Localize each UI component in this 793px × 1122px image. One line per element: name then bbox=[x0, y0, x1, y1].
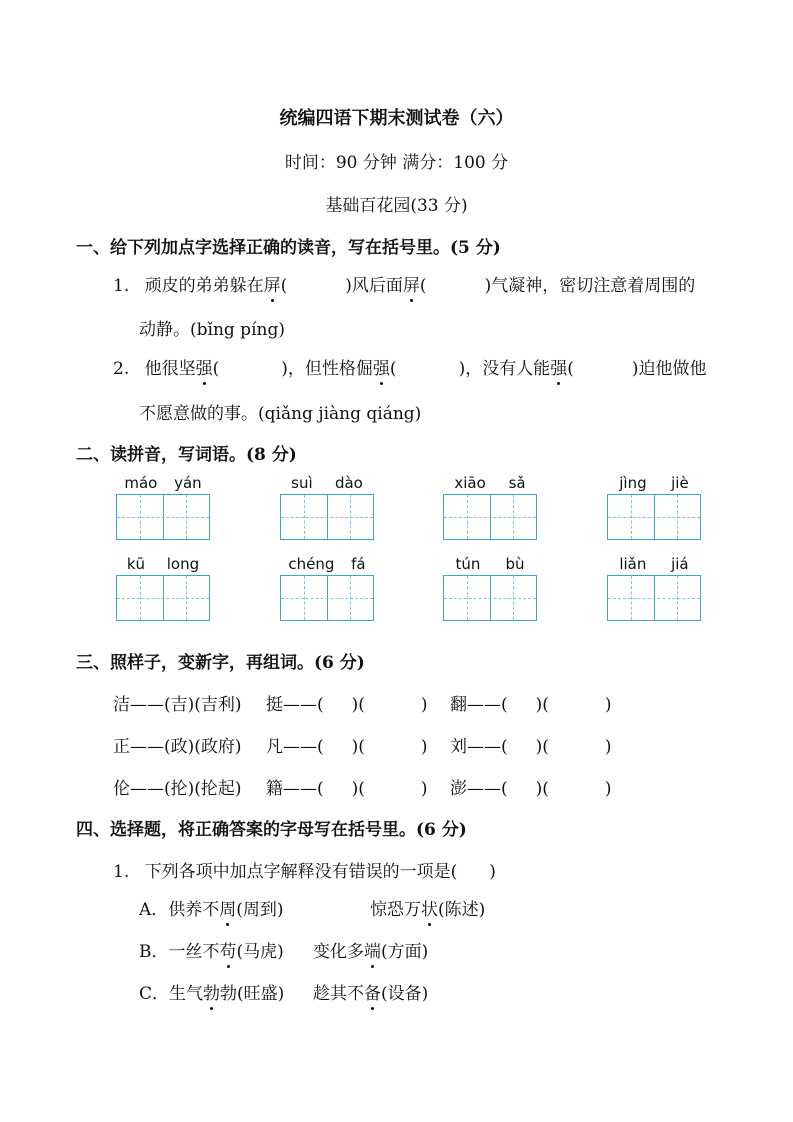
option-c2-text: 趁其不 bbox=[313, 984, 364, 1004]
pinyin-label bbox=[280, 474, 374, 492]
dotted-char: 屏 bbox=[263, 276, 281, 296]
q1-heading: 一、给下列加点字选择正确的读音，写在括号里。(5 分) bbox=[76, 238, 501, 258]
pinyin-label bbox=[116, 474, 210, 492]
dotted-char: 苟 bbox=[219, 942, 237, 962]
q3-row-item bbox=[266, 774, 428, 799]
option-c-second bbox=[313, 979, 428, 1004]
q3-bracket: ) bbox=[604, 695, 612, 715]
writing-grid[interactable] bbox=[443, 575, 537, 621]
dotted-char: 强 bbox=[550, 359, 568, 379]
q3-row bbox=[113, 732, 242, 757]
option-a-second bbox=[370, 895, 485, 920]
q3-example: 伦——(抡)(抡起) bbox=[113, 779, 242, 799]
q3-heading: 三、照样子，变新字，再组词。(6 分) bbox=[76, 653, 365, 673]
q3-char: 凡——( bbox=[266, 737, 324, 757]
q1-item1 bbox=[113, 271, 695, 296]
pinyin-syllable: xiāo bbox=[454, 474, 486, 492]
dotted-char: 屏 bbox=[402, 276, 420, 296]
q3-row-item bbox=[450, 732, 612, 757]
bracket-open: ( bbox=[389, 359, 397, 379]
q4-item1-number: 1. bbox=[113, 862, 130, 882]
pinyin-label bbox=[280, 555, 374, 573]
q1-item1-text-c: )风后面 bbox=[345, 276, 403, 296]
q1-item1-number: 1. bbox=[113, 276, 130, 296]
q3-bracket: ) bbox=[604, 779, 612, 799]
pinyin-syllable: máo bbox=[124, 474, 158, 492]
q3-bracket: )( bbox=[535, 695, 549, 715]
q3-row bbox=[113, 774, 242, 799]
q1-item2-text-g: )迫他做他 bbox=[631, 359, 707, 379]
q3-row bbox=[113, 690, 242, 715]
q3-bracket: )( bbox=[351, 737, 365, 757]
q1-item2-text-e: )，没有人能 bbox=[458, 359, 551, 379]
q3-bracket: ) bbox=[420, 695, 428, 715]
pinyin-syllable: jìng bbox=[619, 474, 647, 492]
option-c2-gloss: (设备) bbox=[381, 984, 429, 1004]
bracket-open: ( bbox=[419, 276, 427, 296]
q1-item1-text-a: 顽皮的弟弟躲在 bbox=[144, 276, 264, 296]
option-c-label: C．生气 bbox=[139, 984, 204, 1004]
q3-example: 正——(政)(政府) bbox=[113, 737, 242, 757]
dotted-char: 状 bbox=[421, 900, 438, 920]
writing-grid[interactable] bbox=[607, 575, 701, 621]
q3-row-item bbox=[450, 690, 612, 715]
dotted-char: 强 bbox=[195, 359, 213, 379]
q4-item1-text: 下列各项中加点字解释没有错误的一项是( bbox=[144, 862, 458, 882]
pinyin-syllable: tún bbox=[455, 555, 481, 573]
q1-item1-text-e: )气凝神，密切注意着周围的 bbox=[484, 276, 696, 296]
q3-row-item bbox=[450, 774, 612, 799]
q3-char: 翻——( bbox=[450, 695, 508, 715]
writing-grid[interactable] bbox=[607, 494, 701, 540]
option-a-label: A．供养不 bbox=[139, 900, 220, 920]
bracket-open: ( bbox=[567, 359, 574, 379]
q3-example: 洁——(吉)(吉利) bbox=[113, 695, 242, 715]
pinyin-label bbox=[607, 474, 701, 492]
q3-bracket: ) bbox=[604, 737, 612, 757]
q1-item2-text-a: 他很坚 bbox=[144, 359, 196, 379]
option-a-gloss: (周到) bbox=[236, 900, 284, 920]
writing-grid[interactable] bbox=[116, 494, 210, 540]
q4-heading: 四、选择题，将正确答案的字母写在括号里。(6 分) bbox=[76, 820, 467, 840]
pinyin-syllable: kū bbox=[126, 555, 146, 573]
section-title: 基础百花园(33 分) bbox=[325, 196, 468, 216]
q3-bracket: ) bbox=[420, 779, 428, 799]
option-a bbox=[139, 895, 284, 920]
q3-bracket: )( bbox=[535, 737, 549, 757]
page-title: 统编四语下期末测试卷（六） bbox=[279, 108, 514, 129]
option-b2-gloss: (方面) bbox=[381, 942, 429, 962]
bracket-open: ( bbox=[212, 359, 220, 379]
option-b2-text: 变化多 bbox=[313, 942, 364, 962]
option-b-second bbox=[313, 937, 428, 962]
pinyin-syllable: chéng bbox=[288, 555, 335, 573]
q3-bracket: )( bbox=[535, 779, 549, 799]
q3-row-item bbox=[266, 690, 428, 715]
option-b-gloss: (马虎) bbox=[236, 942, 284, 962]
q1-item2-text-c: )，但性格倔 bbox=[281, 359, 373, 379]
writing-grid[interactable] bbox=[116, 575, 210, 621]
writing-grid[interactable] bbox=[443, 494, 537, 540]
dotted-char: 端 bbox=[364, 942, 381, 962]
writing-grid[interactable] bbox=[280, 575, 374, 621]
pinyin-syllable: sǎ bbox=[508, 474, 526, 492]
dotted-char: 备 bbox=[364, 984, 381, 1004]
writing-grid[interactable] bbox=[280, 494, 374, 540]
option-a2-text: 惊恐万 bbox=[370, 900, 421, 920]
bracket-open: ( bbox=[280, 276, 288, 296]
q3-char: 挺——( bbox=[266, 695, 324, 715]
q3-bracket: )( bbox=[351, 695, 365, 715]
pinyin-label bbox=[443, 474, 537, 492]
q1-item2-line2: 不愿意做的事。(qiǎng jiàng qiáng) bbox=[139, 404, 422, 424]
pinyin-syllable: fá bbox=[351, 555, 366, 573]
pinyin-syllable: suì bbox=[291, 474, 313, 492]
option-c bbox=[139, 979, 284, 1004]
q2-heading: 二、读拼音，写词语。(8 分) bbox=[76, 445, 297, 465]
q1-item1-line2: 动静。(bǐng píng) bbox=[139, 320, 285, 340]
q3-row-item bbox=[266, 732, 428, 757]
q1-item2-number: 2. bbox=[113, 359, 130, 379]
option-b bbox=[139, 937, 284, 962]
bracket-close: ) bbox=[489, 862, 496, 882]
dotted-char: 周 bbox=[219, 900, 237, 920]
option-b-label: B．一丝不 bbox=[139, 942, 220, 962]
dotted-char: 强 bbox=[372, 359, 390, 379]
dotted-char: 勃 bbox=[203, 984, 221, 1004]
pinyin-syllable: dào bbox=[334, 474, 363, 492]
pinyin-syllable: jiè bbox=[671, 474, 689, 492]
pinyin-syllable: liǎn bbox=[619, 555, 647, 573]
exam-time-info: 时间：90 分钟 满分：100 分 bbox=[284, 153, 509, 173]
q1-item2 bbox=[113, 354, 706, 379]
pinyin-syllable: bù bbox=[505, 555, 525, 573]
q3-bracket: )( bbox=[351, 779, 365, 799]
pinyin-syllable: yán bbox=[174, 474, 202, 492]
q3-bracket: ) bbox=[420, 737, 428, 757]
q3-char: 籍——( bbox=[266, 779, 324, 799]
q4-item1 bbox=[113, 857, 496, 882]
pinyin-syllable: long bbox=[166, 555, 200, 573]
pinyin-label bbox=[607, 555, 701, 573]
option-c-gloss: 勃(旺盛) bbox=[220, 984, 285, 1004]
pinyin-syllable: jiá bbox=[671, 555, 689, 573]
option-a2-gloss: (陈述) bbox=[438, 900, 486, 920]
q3-char: 澎——( bbox=[450, 779, 508, 799]
pinyin-label bbox=[116, 555, 210, 573]
q3-char: 刘——( bbox=[450, 737, 508, 757]
pinyin-label bbox=[443, 555, 537, 573]
